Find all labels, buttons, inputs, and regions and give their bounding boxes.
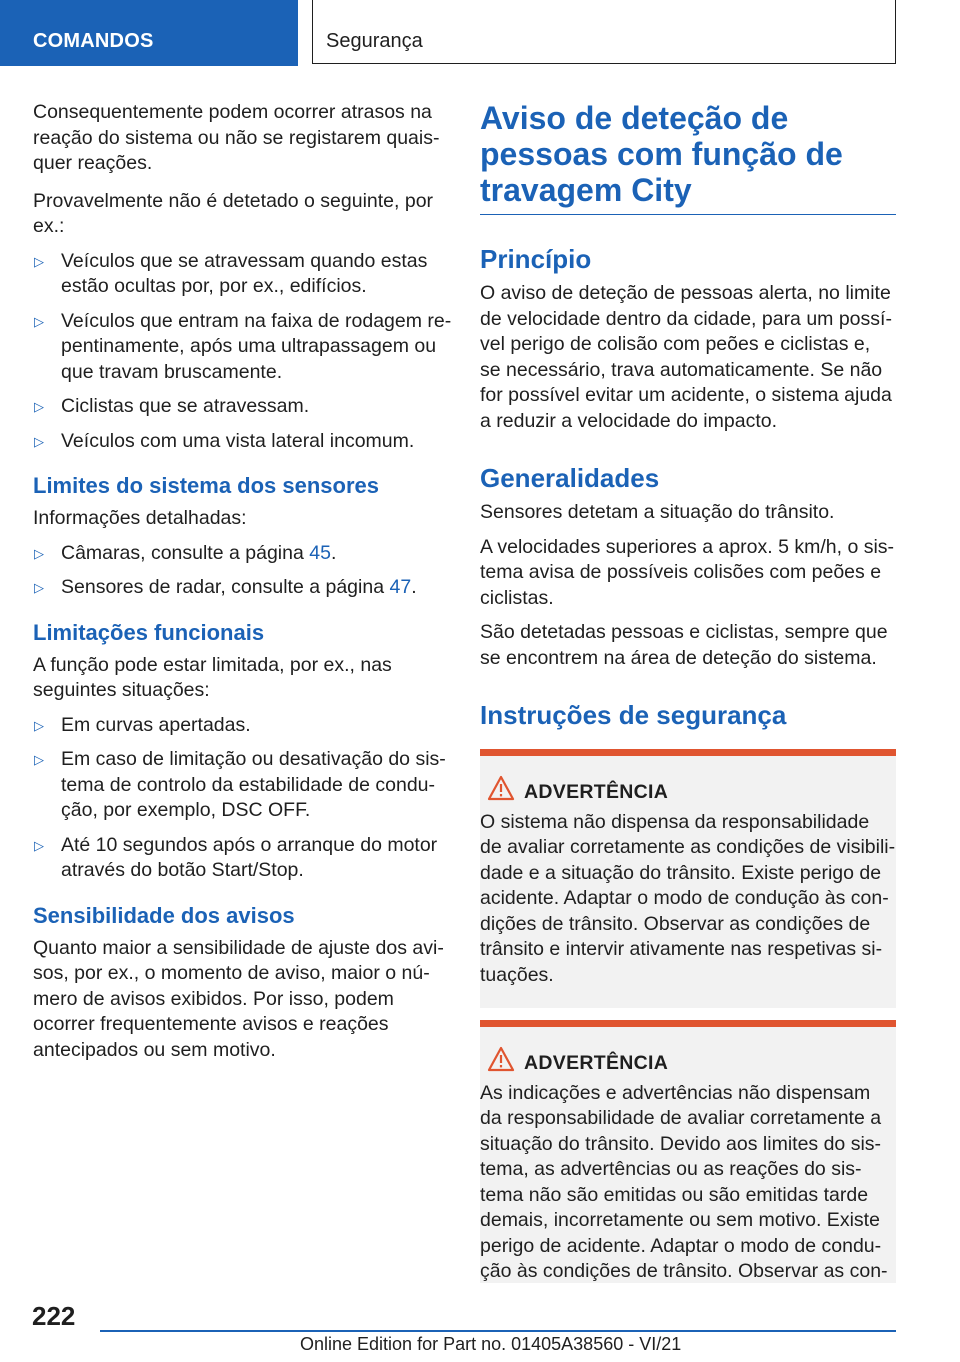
- heading-safety: Instruções de segurança: [480, 700, 787, 730]
- paragraph: Consequentemente podem ocorrer atrasos na reação do sistema ou não se registarem quaisquer reações.: [33, 101, 440, 174]
- triangle-bullet-icon: ▷: [34, 837, 44, 853]
- left-column: [33, 100, 453, 1072]
- list-item: ▷ Veículos que se atravessam quando estas estão ocultas por, por ex., edifícios.: [34, 249, 428, 297]
- triangle-bullet-icon: ▷: [34, 752, 44, 767]
- heading-general: Generalidades: [480, 463, 660, 493]
- paragraph: Sensores detetam a situação do trânsito.: [480, 501, 835, 523]
- bullet-list: [33, 249, 453, 455]
- warning-box: [480, 749, 896, 1008]
- list-item: ▷ Até 10 segundos após o arranque do motor através do botão Start/Stop.: [34, 833, 438, 881]
- triangle-bullet-icon: ▷: [34, 717, 44, 733]
- paragraph: A velocidades superiores a aprox. 5 km/h, o sistema avisa de possíveis colisões com peões e ciclistas.: [480, 535, 895, 609]
- warning-text: As indicações e advertências não dispensam da responsabilidade de avaliar corretamente a situação do trânsito. Devido aos limites do sistema, as advertências ou as reações do sistema não são emitidas ou são emitidas tarde demais, incorretamente ou sem motivo. Existe perigo de acidente. Adaptar o modo de condução às condições de trânsito. Observar as con-: [480, 1081, 888, 1282]
- triangle-bullet-icon: ▷: [34, 253, 44, 269]
- right-column: [480, 100, 896, 1283]
- list-item: ▷ Veículos que entram na faixa de rodagem repentinamente, após uma ultrapassagem ou que travam bruscamente.: [34, 309, 452, 383]
- page-number: 222: [32, 1301, 76, 1331]
- warning-triangle-icon: [487, 775, 515, 801]
- paragraph: Quanto maior a sensibilidade de ajuste dos avisos, por ex., o momento de aviso, maior o número de avisos exibidos. Por isso, podem ocorrer frequentemente avisos e reações antecipados ou sem motivo.: [33, 936, 444, 1061]
- paragraph: O aviso de deteção de pessoas alerta, no limite de velocidade dentro da cidade, para um possível perigo de colisão com peões e ciclistas e, se necessário, trava automaticamente. Se não for possível evitar um acidente, o sistema ajuda a reduzir a velocidade do impacto.: [480, 282, 892, 432]
- list-item: ▷ Ciclistas que se atravessam.: [33, 394, 453, 420]
- page-link-47[interactable]: 47: [389, 576, 412, 598]
- heading-sensor-limits: Limites do sistema dos sensores: [33, 473, 380, 498]
- paragraph: São detetadas pessoas e ciclistas, sempre que se encontrem na área de deteção do sistema.: [480, 621, 888, 669]
- list-item: ▷ Em caso de limitação ou desativação do sistema de controlo da estabilidade de condução, por exemplo, DSC OFF.: [34, 748, 446, 821]
- section-title: Aviso de deteção de pessoas com função de travagem City: [480, 100, 843, 208]
- paragraph: Provavelmente não é detetado o seguinte, por ex.:: [33, 189, 434, 237]
- section-title-block: [480, 100, 896, 215]
- warning-title: ADVERTÊNCIA: [524, 1051, 896, 1077]
- bullet-list: [33, 541, 453, 601]
- section-tab: COMANDOS: [0, 0, 298, 66]
- warning-title: ADVERTÊNCIA: [524, 780, 896, 806]
- heading-warning-sensitivity: Sensibilidade dos avisos: [33, 902, 295, 928]
- warning-box: [480, 1020, 896, 1283]
- triangle-bullet-icon: ▷: [34, 580, 44, 595]
- page-link-45[interactable]: 45: [309, 541, 331, 564]
- paragraph: A função pode estar limitada, por ex., nas seguintes situações:: [33, 653, 392, 701]
- list-item: ▷ Veículos com uma vista lateral incomum.: [33, 429, 453, 455]
- triangle-bullet-icon: ▷: [34, 545, 44, 561]
- triangle-bullet-icon: ▷: [34, 433, 44, 449]
- list-item: ▷ Em curvas apertadas.: [33, 713, 453, 739]
- footer-divider: [100, 1330, 896, 1332]
- list-item: ▷ Câmaras, consulte a página 45.: [33, 541, 453, 567]
- heading-functional-limits: Limitações funcionais: [33, 619, 265, 645]
- triangle-bullet-icon: ▷: [34, 399, 44, 414]
- heading-principle: Princípio: [480, 244, 592, 274]
- warning-text: O sistema não dispensa da responsabilidade de avaliar corretamente as condições de visibilidade e a situação do trânsito. Existe perigo de acidente. Adaptar o modo de condução às condições de trânsito. Observar as condições de trânsito e intervir ativamente nas respetivas situações.: [480, 810, 896, 986]
- warning-triangle-icon: [487, 1046, 515, 1072]
- triangle-bullet-icon: ▷: [34, 313, 44, 329]
- list-item: ▷ Sensores de radar, consulte a página 47.: [33, 575, 453, 601]
- chapter-title: Segurança: [312, 0, 896, 64]
- footer-edition: Online Edition for Part no. 01405A38560 - VI/21: [300, 1334, 682, 1354]
- paragraph: Informações detalhadas:: [33, 507, 247, 529]
- bullet-list: [33, 713, 453, 884]
